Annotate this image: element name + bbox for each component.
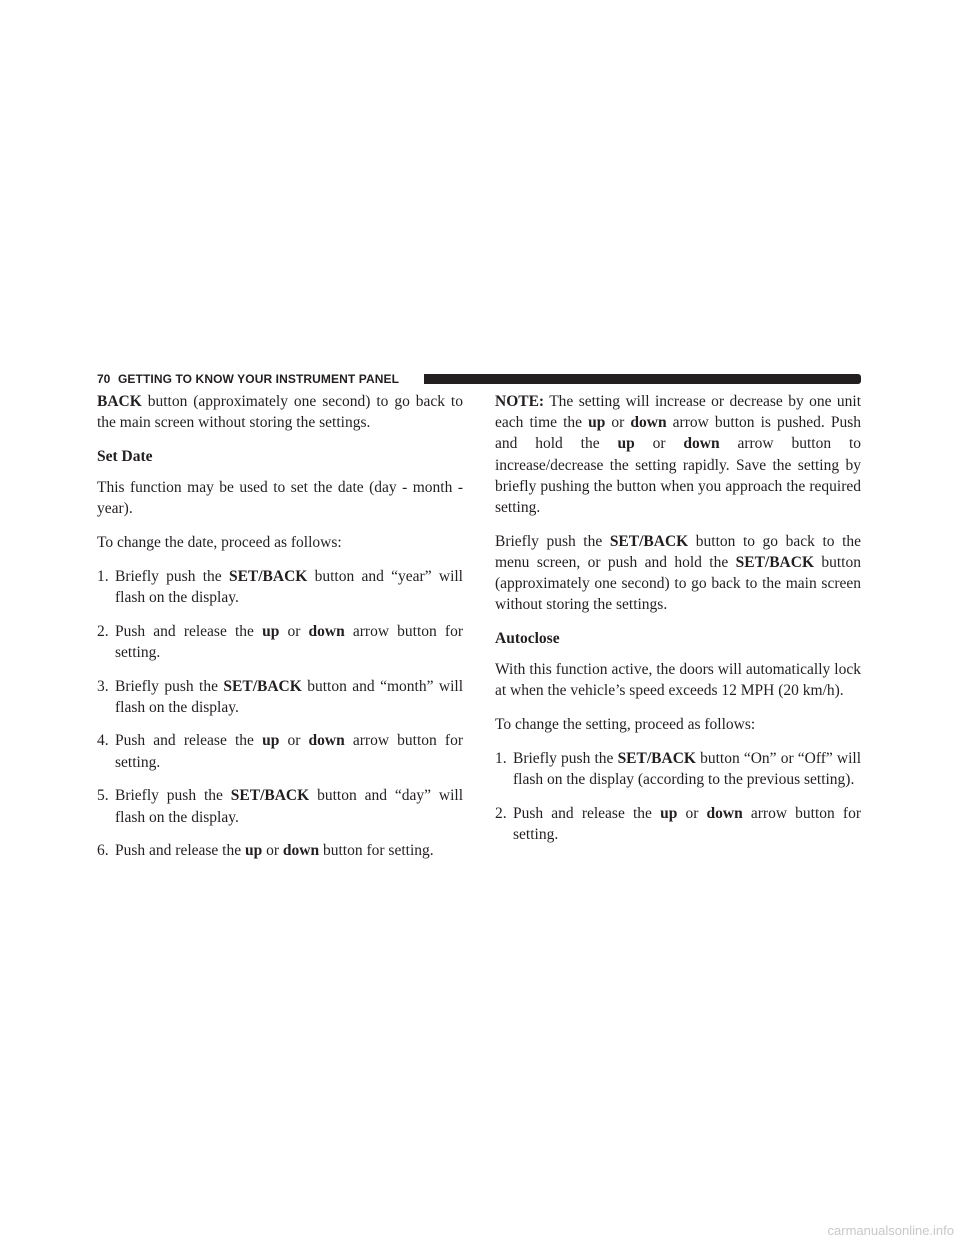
back-instruction-paragraph: Briefly push the SET/BACK button to go back to the menu screen, or push and hold the SET/BACK button (approximately one second) to go back to the main screen without storing the settings. xyxy=(495,532,861,614)
list-text: Push and release the up or down arrow button for setting. xyxy=(513,804,861,843)
list-text: Briefly push the SET/BACK button and “month” will flash on the display. xyxy=(115,677,464,716)
set-date-heading: Set Date xyxy=(97,447,153,465)
header-rule xyxy=(424,374,861,384)
list-number: 2. xyxy=(495,804,507,822)
autoclose-intro: To change the setting, proceed as follows: xyxy=(495,716,756,734)
list-text: Briefly push the SET/BACK button and “day” will flash on the display. xyxy=(115,787,463,826)
list-number: 1. xyxy=(495,749,507,767)
page-number: 70 xyxy=(97,372,111,386)
list-number: 1. xyxy=(97,567,109,585)
site-watermark: carmanualsonline.info xyxy=(827,1223,954,1238)
list-text: Briefly push the SET/BACK button “On” or “Off” will flash on the display (according to the previous setting). xyxy=(513,749,862,789)
autoclose-heading: Autoclose xyxy=(495,630,560,648)
back-continuation-paragraph xyxy=(97,391,463,433)
list-text: Push and release the up or down arrow button for setting. xyxy=(115,622,463,661)
paragraph-text: button (approximately one second) to go back to the main screen without storing the settings. xyxy=(97,393,463,432)
list-item xyxy=(495,748,861,790)
autoclose-description: With this function active, the doors will automatically lock at when the vehicle’s speed exceeds 12 MPH (20 km/h). xyxy=(495,661,861,700)
set-date-description: This function may be used to set the date (day - month - year). xyxy=(97,479,463,518)
left-column xyxy=(97,391,463,874)
list-item xyxy=(97,621,463,663)
list-number: 2. xyxy=(97,622,109,640)
list-text: Push and release the up or down arrow button for setting. xyxy=(115,732,463,771)
list-item xyxy=(97,730,463,772)
list-item xyxy=(97,840,463,861)
list-text: Push and release the up or down button for setting. xyxy=(115,842,434,860)
list-number: 3. xyxy=(97,677,109,695)
list-number: 6. xyxy=(97,842,109,860)
list-item xyxy=(97,785,463,827)
list-item xyxy=(97,676,463,718)
list-item xyxy=(97,566,463,608)
list-number: 4. xyxy=(97,732,109,750)
note-paragraph: NOTE: The setting will increase or decrease by one unit each time the up or down arrow button is pushed. Push and hold the up or down arrow button to increase/decrease the setting rapidly. Save the setting by briefly pushing the button when you approach the required setting. xyxy=(495,393,861,517)
list-number: 5. xyxy=(97,787,109,805)
right-column xyxy=(495,391,861,858)
list-text: Briefly push the SET/BACK button and “year” will flash on the display. xyxy=(115,567,463,606)
list-item xyxy=(495,803,861,845)
page-header xyxy=(97,371,861,387)
back-keyword: BACK xyxy=(97,393,142,410)
section-title: GETTING TO KNOW YOUR INSTRUMENT PANEL xyxy=(118,372,400,386)
set-date-intro: To change the date, proceed as follows: xyxy=(97,534,342,552)
